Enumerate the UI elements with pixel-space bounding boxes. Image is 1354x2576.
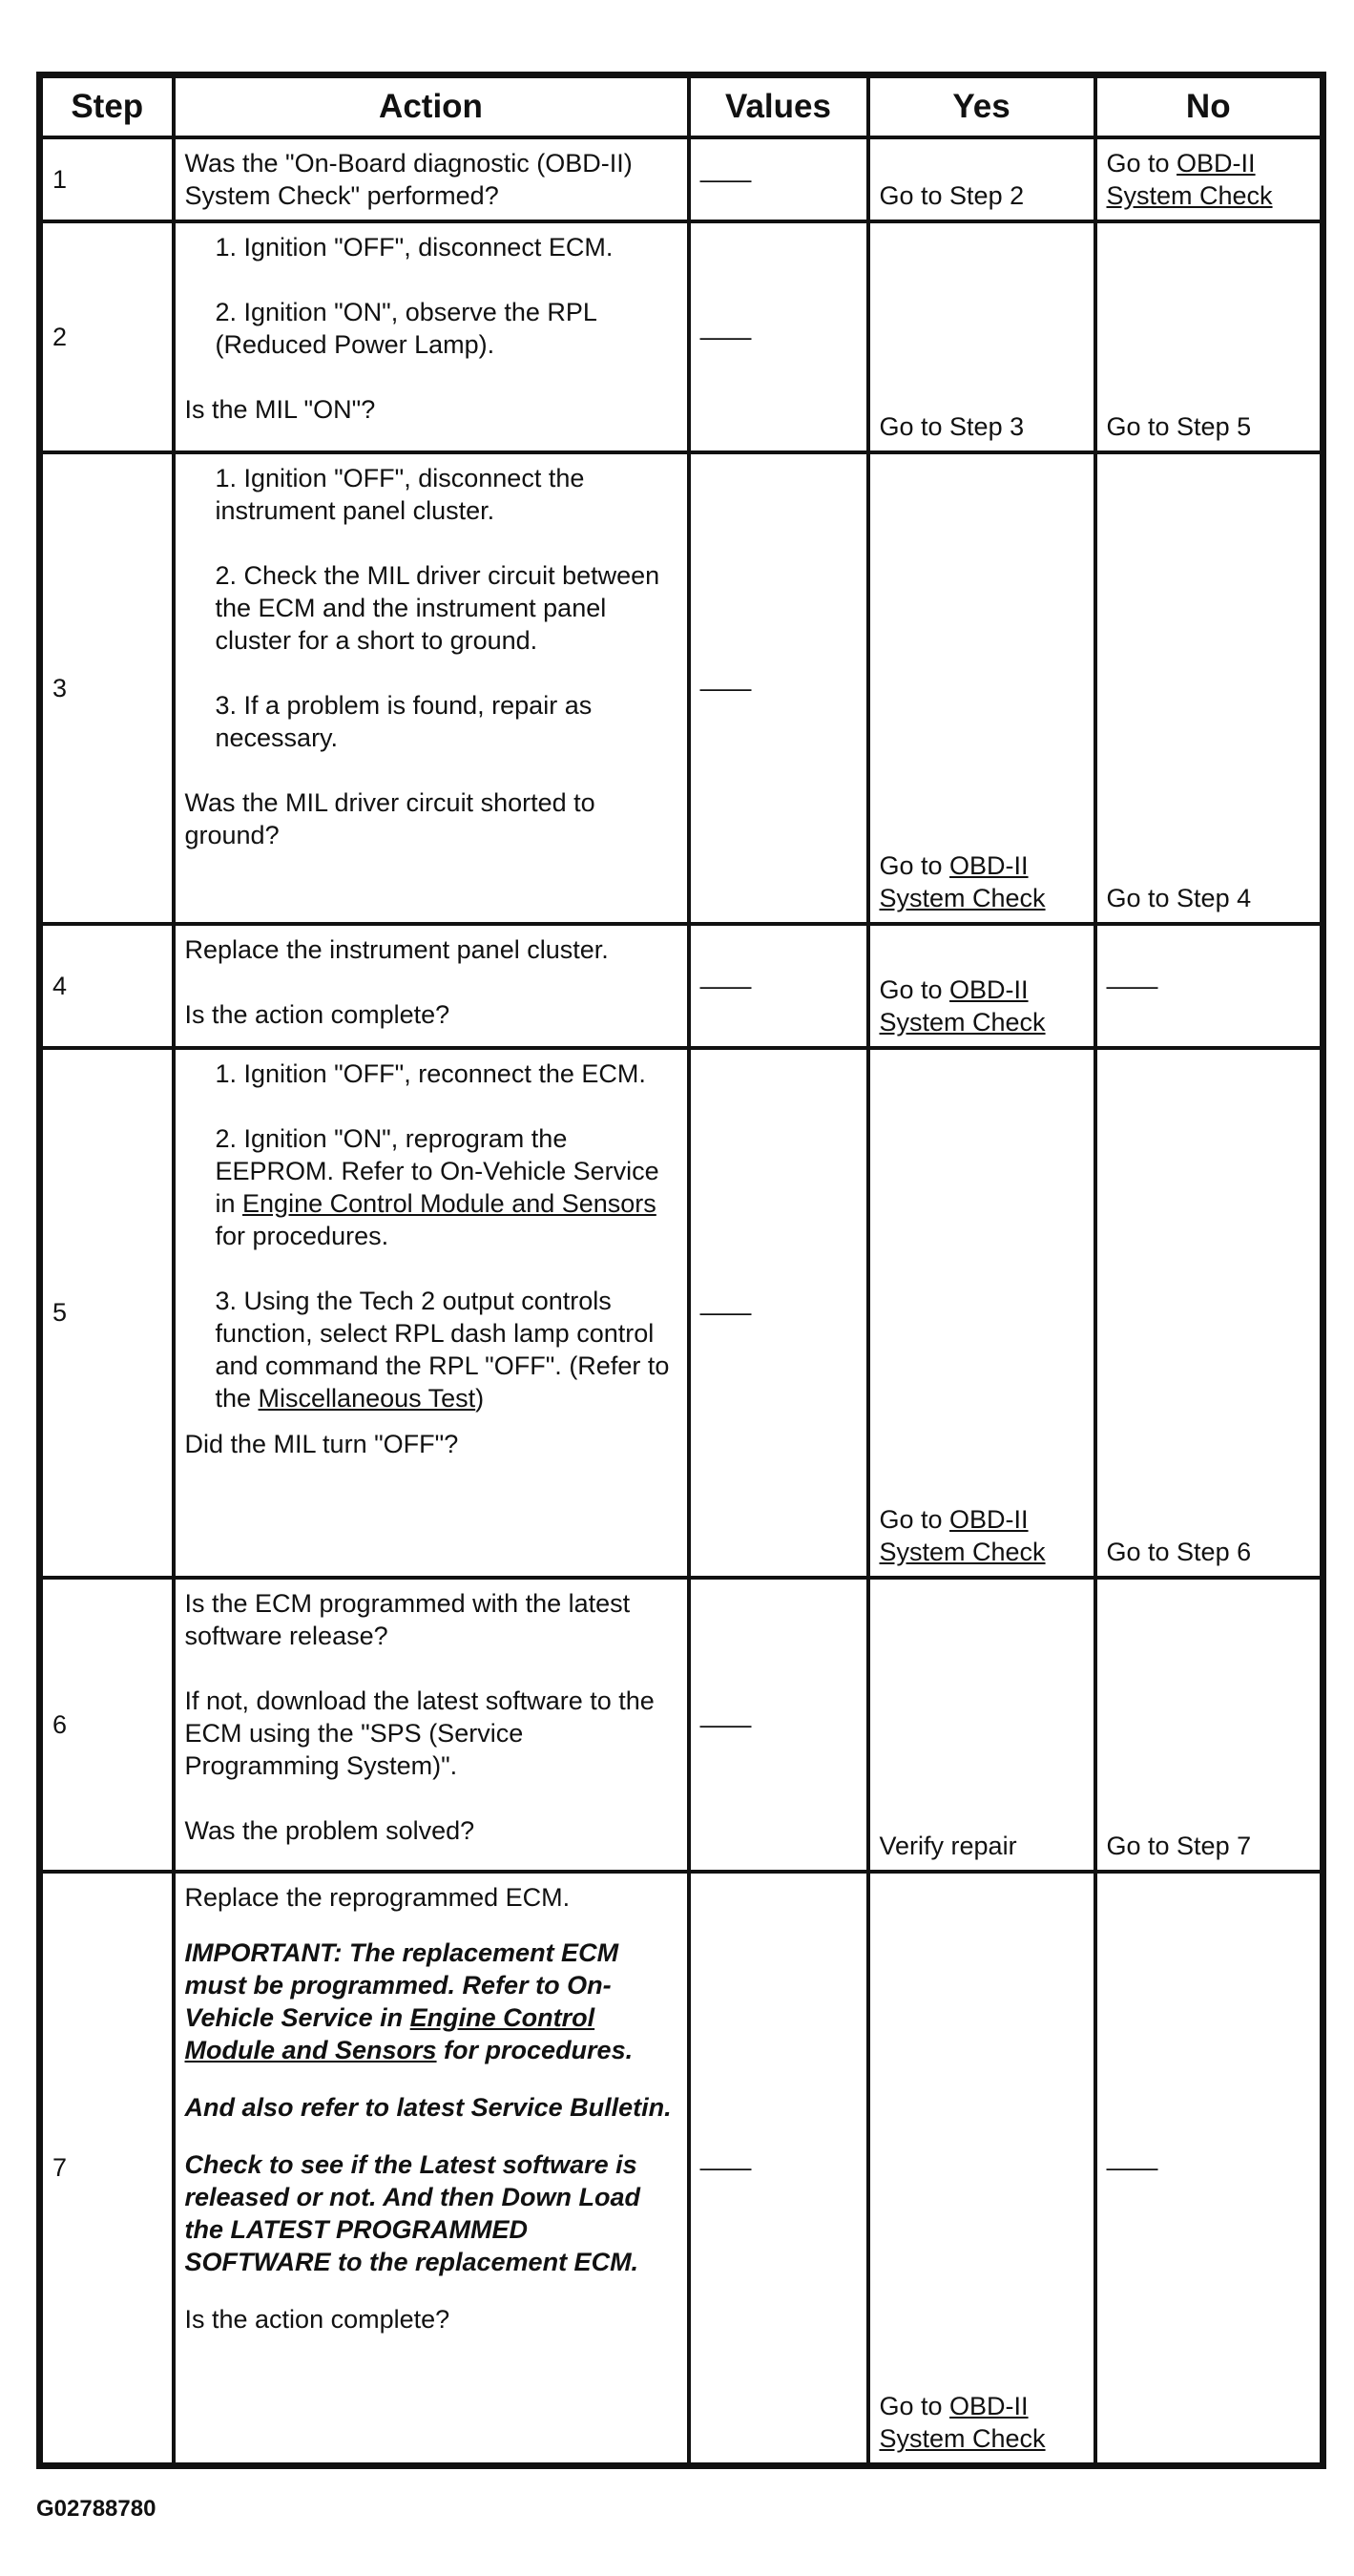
values-cell: —— — [689, 1872, 868, 2466]
yes-cell — [868, 1048, 1095, 1578]
yes-cell — [868, 452, 1095, 924]
action-question: Is the action complete? — [184, 2304, 450, 2334]
action-cell — [174, 1578, 689, 1872]
action-text: IMPORTANT: The replacement ECM must be programmed. Refer to On-Vehicle Service in — [184, 1937, 619, 2032]
action-item: 1. Ignition "OFF", disconnect ECM. — [215, 232, 614, 262]
step-number: 7 — [40, 1872, 174, 2466]
obd-ii-system-check-link[interactable]: OBD-II System Check — [879, 850, 1046, 912]
miscellaneous-test-link[interactable]: Miscellaneous Test — [258, 1383, 476, 1413]
bulletin-note: And also refer to latest Service Bulletin. — [184, 2092, 672, 2122]
obd-ii-system-check-link[interactable]: OBD-II System Check — [1106, 148, 1273, 210]
action-item — [185, 1122, 677, 1252]
values-cell: —— — [689, 1048, 868, 1578]
action-cell — [174, 1048, 689, 1578]
table-row — [40, 137, 1323, 221]
obd-ii-system-check-link[interactable]: OBD-II System Check — [879, 2392, 1046, 2453]
yes-cell: Verify repair — [868, 1578, 1095, 1872]
values-cell: —— — [689, 137, 868, 221]
figure-id: G02788780 — [36, 2496, 156, 2522]
software-check-note: Check to see if the Latest software is released or not. And then Down Load the LATEST PROGRAMMED SOFTWARE to the replacement ECM. — [184, 2149, 641, 2276]
action-item: If not, download the latest software to the ECM using the "SPS (Service Programming System)". — [184, 1686, 655, 1780]
obd-ii-system-check-link[interactable]: OBD-II System Check — [879, 974, 1046, 1037]
header-values: Values — [689, 75, 868, 137]
yes-cell: Go to Step 2 — [868, 137, 1095, 221]
action-item: 3. If a problem is found, repair as necessary. — [215, 690, 593, 752]
engine-control-module-link[interactable]: Engine Control Module and Sensors — [242, 1188, 656, 1218]
step-number: 2 — [40, 221, 174, 452]
action-text: Was the "On-Board diagnostic (OBD-II) System Check" performed? — [184, 148, 633, 210]
action-item: 2. Check the MIL driver circuit between the ECM and the instrument panel cluster for a short to ground. — [215, 560, 660, 655]
yes-prefix: Go to — [879, 1504, 950, 1534]
yes-cell — [868, 924, 1095, 1048]
action-text: for procedures. — [436, 2035, 634, 2064]
header-row — [40, 75, 1323, 137]
diagnostic-table — [36, 72, 1326, 2469]
no-cell: Go to Step 6 — [1095, 1048, 1323, 1578]
values-cell: —— — [689, 1578, 868, 1872]
no-cell: —— — [1095, 1872, 1323, 2466]
table-row — [40, 1578, 1323, 1872]
action-question: Was the problem solved? — [184, 1815, 475, 1845]
engine-control-module-link[interactable]: Engine Control Module and Sensors — [184, 2002, 595, 2064]
no-cell: Go to Step 4 — [1095, 452, 1323, 924]
step-number: 1 — [40, 137, 174, 221]
step-number: 4 — [40, 924, 174, 1048]
action-cell — [174, 137, 689, 221]
table-row — [40, 1048, 1323, 1578]
table-row — [40, 1872, 1323, 2466]
action-question: Is the action complete? — [184, 999, 450, 1029]
values-cell: —— — [689, 924, 868, 1048]
obd-ii-system-check-link[interactable]: OBD-II System Check — [879, 1504, 1046, 1566]
table-row — [40, 452, 1323, 924]
header-step: Step — [40, 75, 174, 137]
header-no: No — [1095, 75, 1323, 137]
action-question: Is the MIL "ON"? — [184, 394, 376, 424]
action-item: Is the ECM programmed with the latest software release? — [184, 1588, 631, 1650]
no-cell: Go to Step 7 — [1095, 1578, 1323, 1872]
action-item: Replace the reprogrammed ECM. — [184, 1882, 571, 1912]
important-note — [185, 1937, 677, 2066]
action-text: ) — [475, 1383, 485, 1413]
no-prefix: Go to — [1106, 148, 1177, 178]
yes-prefix: Go to — [879, 2392, 950, 2420]
no-cell: Go to Step 5 — [1095, 221, 1323, 452]
step-number: 5 — [40, 1048, 174, 1578]
action-cell — [174, 221, 689, 452]
values-cell: —— — [689, 221, 868, 452]
action-question: Did the MIL turn "OFF"? — [184, 1429, 459, 1458]
no-cell — [1095, 137, 1323, 221]
step-number: 3 — [40, 452, 174, 924]
action-item — [185, 1285, 677, 1414]
values-cell: —— — [689, 452, 868, 924]
yes-cell: Go to Step 3 — [868, 221, 1095, 452]
header-yes: Yes — [868, 75, 1095, 137]
action-text: 2. Ignition "ON", reprogram the EEPROM. Refer to On-Vehicle Service in — [215, 1123, 659, 1218]
table-row — [40, 221, 1323, 452]
action-item: 1. Ignition "OFF", disconnect the instrument panel cluster. — [215, 463, 585, 525]
action-cell — [174, 452, 689, 924]
table-row — [40, 924, 1323, 1048]
no-cell: —— — [1095, 924, 1323, 1048]
action-text: 3. Using the Tech 2 output controls function, select RPL dash lamp control and command the RPL "OFF". (Refer to the — [215, 1286, 670, 1413]
action-item: 1. Ignition "OFF", reconnect the ECM. — [215, 1058, 646, 1088]
action-item: Replace the instrument panel cluster. — [184, 934, 609, 964]
yes-prefix: Go to — [879, 974, 950, 1004]
action-item: 2. Ignition "ON", observe the RPL (Reduced Power Lamp). — [215, 297, 596, 359]
header-action: Action — [174, 75, 689, 137]
action-question: Was the MIL driver circuit shorted to ground? — [184, 787, 595, 849]
yes-cell — [868, 1872, 1095, 2466]
step-number: 6 — [40, 1578, 174, 1872]
action-cell — [174, 924, 689, 1048]
action-text: for procedures. — [215, 1221, 389, 1250]
yes-prefix: Go to — [879, 850, 950, 880]
action-cell — [174, 1872, 689, 2466]
